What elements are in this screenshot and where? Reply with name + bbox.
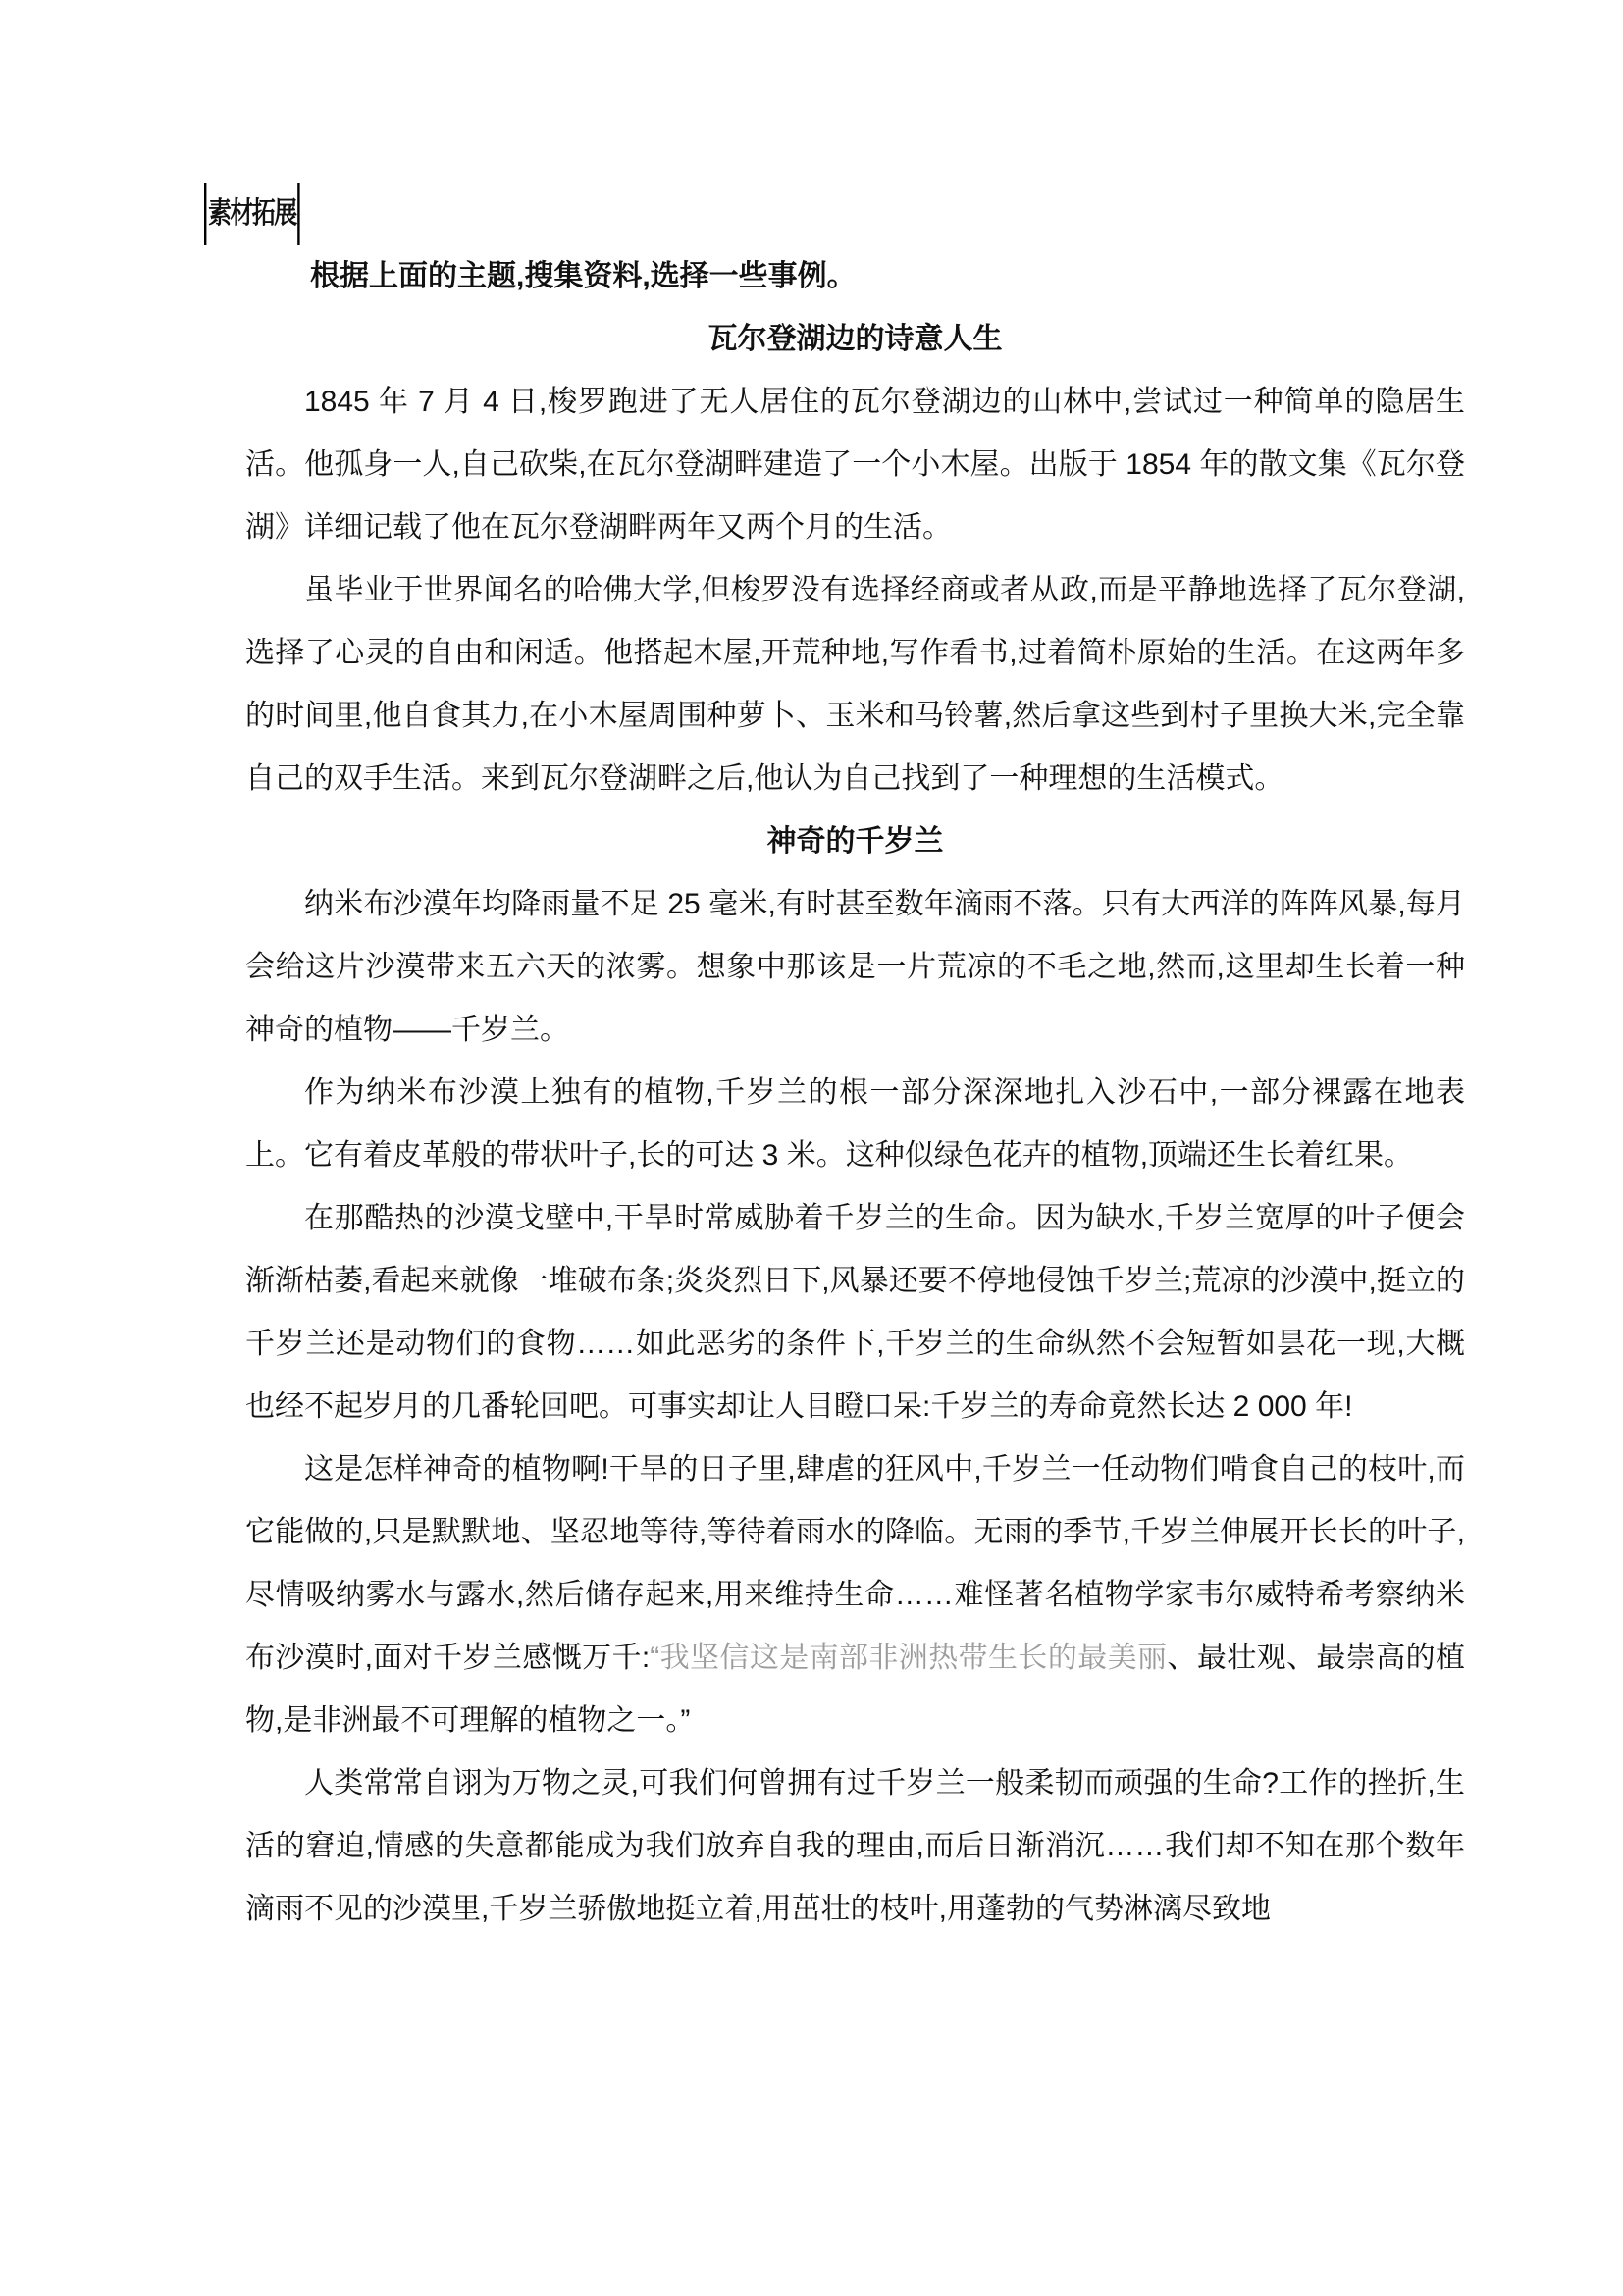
quote-lead-text: 这是怎样神奇的植物啊!干旱的日子里,肆虐的狂风中,千岁兰一任动物们啃食自己的枝叶,而它能做的,只是默默地、坚忍地等待,等待着雨水的降临。无雨的季节,千岁兰伸展开长长的叶子,尽情吸纳雾水与露水,然后储存起来,用来维持生命……难怪著名植物学家韦尔威特希考察纳米布沙漠时,面对千岁兰感慨万千: [245,1453,1465,1674]
quote-tail-text: 、最壮观、最崇高的植物,是非洲最不可理解的植物之一。” [245,1642,1466,1737]
article2-paragraph-1: 纳米布沙漠年均降雨量不足 25 毫米,有时甚至数年滴雨不落。只有大西洋的阵阵风暴,每月会给这片沙漠带来五六天的浓雾。想象中那该是一片荒凉的不毛之地,然而,这里却生长着一种神奇的植物——千岁兰。 [245,888,1465,1046]
instruction-line: 根据上面的主题,搜集资料,选择一些事例。 [310,260,857,292]
article2-paragraph-3: 在那酷热的沙漠戈壁中,干旱时常威胁着千岁兰的生命。因为缺水,千岁兰宽厚的叶子便会渐渐枯萎,看起来就像一堆破布条;炎炎烈日下,风暴还要不停地侵蚀千岁兰;荒凉的沙漠中,挺立的千岁兰还是动物们的食物……如此恶劣的条件下,千岁兰的生命纵然不会短暂如昙花一现,大概也经不起岁月的几番轮回吧。可事实却让人目瞪口呆:千岁兰的寿命竟然长达 2 000 年! [245,1202,1465,1423]
document-content [208,183,1466,1941]
article2-paragraph-2: 作为纳米布沙漠上独有的植物,千岁兰的根一部分深深地扎入沙石中,一部分裸露在地表上。它有着皮革般的带状叶子,长的可达 3 米。这种似绿色花卉的植物,顶端还生长着红果。 [245,1076,1465,1172]
article2-paragraph-5: 人类常常自诩为万物之灵,可我们何曾拥有过千岁兰一般柔韧而顽强的生命?工作的挫折,生活的窘迫,情感的失意都能成为我们放弃自我的理由,而后日渐消沉……我们却不知在那个数年滴雨不见的沙漠里,千岁兰骄傲地挺立着,用茁壮的枝叶,用蓬勃的气势淋漓尽致地 [245,1767,1465,1925]
section-label-row [208,183,1465,245]
section-label: 素材拓展 [204,183,300,245]
article1-paragraph-1: 1845 年 7 月 4 日,梭罗跑进了无人居住的瓦尔登湖边的山林中,尝试过一种简单的隐居生活。他孤身一人,自己砍柴,在瓦尔登湖畔建造了一个小木屋。出版于 1854 年的散文集《瓦尔登湖》详细记载了他在瓦尔登湖畔两年又两个月的生活。 [245,386,1465,544]
article2-title: 神奇的千岁兰 [766,825,944,858]
article1-paragraph-2: 虽毕业于世界闻名的哈佛大学,但梭罗没有选择经商或者从政,而是平静地选择了瓦尔登湖,选择了心灵的自由和闲适。他搭起木屋,开荒种地,写作看书,过着简朴原始的生活。在这两年多的时间里,他自食其力,在小木屋周围种萝卜、玉米和马铃薯,然后拿这些到村子里换大米,完全靠自己的双手生活。来到瓦尔登湖畔之后,他认为自己找到了一种理想的生活模式。 [245,574,1465,795]
article2-paragraph-4 [245,1438,1465,1752]
article1-title: 瓦尔登湖边的诗意人生 [707,323,1003,355]
quote-gray-text: “我坚信这是南部非洲热带生长的最美丽 [650,1642,1168,1674]
